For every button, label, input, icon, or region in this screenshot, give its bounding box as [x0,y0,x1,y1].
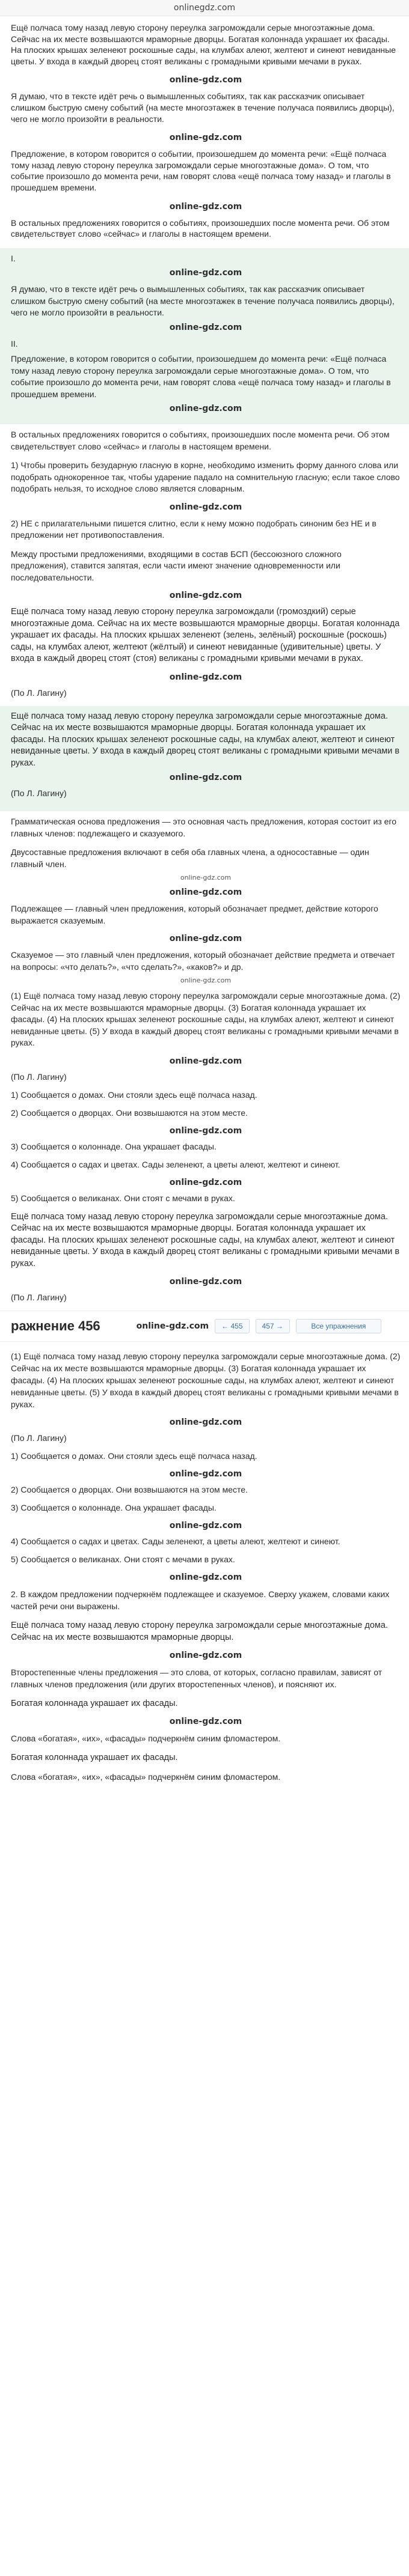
exercise-nav [0,1311,409,1342]
rules-paragraph-1: В остальных предложениях говорится о событиях, произошедших после момента речи. Об этом свидетельствует слово «сейчас» и глаголы в настоящем времени. [11,430,390,451]
answer-paragraph-8: Слова «богатая», «их», «фасады» подчеркнём синим фломастером. [11,1772,281,1782]
watermark: online-gdz.com [136,1321,209,1332]
list-item: 2) Сообщается о дворцах. Они возвышаются на этом месте. [11,1485,248,1495]
list-item: 3) Сообщается о колоннаде. Она украшает фасады. [11,1141,217,1151]
answer-paragraph-4: Второстепенные члены предложения — это слова, от которых, согласно правилам, зависят от главных членов предложения (или других второстепенных членов), и поясняют их. [11,1667,383,1690]
watermark: online-gdz.com [169,133,242,143]
answer-paragraph-6: Слова «богатая», «их», «фасады» подчеркнём синим фломастером. [11,1734,281,1744]
list-item: 1) Сообщается о домах. Они стояли здесь ещё полчаса назад. [11,1451,257,1461]
answer-paragraph-3: Ещё полчаса тому назад левую сторону переулка загромождали серые многоэтажные дома. Сейчас на их месте возвышаются мраморные дворцы. [11,1621,388,1643]
watermark: online-gdz.com [169,201,242,212]
list-item: 4) Сообщается о садах и цветах. Сады зеленеют, а цветы алеют, желтеют и синеют. [11,1536,340,1547]
prev-exercise-button[interactable]: ← 455 [215,1319,249,1333]
watermark: online-gdz.com [169,1417,242,1428]
theory-paragraph-3: Подлежащее — главный член предложения, который обозначает предмет, действие которого выражается сказуемым. [11,904,378,925]
intro-paragraph-3: Предложение, в котором говорится о событии, произошедшем до момента речи: «Ещё полчаса тому назад левую сторону переулка загромождали серые многоэтажные дома». О том, что событие произошло до момента речи, нам говорят слова «ещё полчаса тому назад» и глаголы в прошедшем времени. [11,149,391,192]
rules-section [0,424,409,698]
band-paragraph-2: Предложение, в котором говорится о событии, произошедшем до момента речи: «Ещё полчаса тому назад левую сторону переулка загромождали серые многоэтажные дома». О том, что событие произошло до момента речи, нам говорят слова «ещё полчаса тому назад» и глаголы в прошедшем времени. [11,354,391,399]
rules-paragraph-4: Между простыми предложениями, входящими в состав БСП (бессоюзного сложного предложения), ставится запятая, если части имеют значение одновременности или последовательности. [11,549,342,582]
intro-paragraph-2: Я думаю, что в тексте идёт речь о вымышленных событиях, так как рассказчик описывает слишком быструю смену событий (на месте многоэтажек в течение получаса появились дворцы), чего не могло произойти в реальности. [11,91,395,124]
watermark: online-gdz.com [169,1521,242,1531]
list-item: 5) Сообщается о великанах. Они стоят с мечами в руках. [11,1554,235,1565]
parsed-text: Ещё полчаса тому назад левую сторону переулка загромождали серые многоэтажные дома. Сейчас на их месте возвышаются мраморные дворцы. Богатая колоннада украшает их фасады. На плоских крышах зеленеют роскошные сады, на клумбах алеют, желтеют и синеют невиданные цветы. У входа в каждый дворец стоят великаны с громадными кривыми мечами в руках. [11,1211,400,1268]
numbered-text: (1) Ещё полчаса тому назад левую сторону переулка загромождали серые многоэтажные дома. (2) Сейчас на их месте возвышаются мраморные дворцы. (3) Богатая колоннада украшает их фасады. (4) На плоских крышах зеленеют роскошные сады, на клумбах алеют, желтеют и синеют невиданные цветы. (5) У входа в каждый дворец стоят великаны с громадными кривыми мечами в руках. [11,991,401,1048]
marked-text-1: Ещё полчаса тому назад левую сторону переулка загромождали (громоздкий) серые многоэтажные дома. Сейчас на их месте возвышаются мраморные дворцы. Богатая колоннада украшает их фасады. На плоских крышах зеленеют (зелень, зелёный) роскошные (роскошь) сады, на клумбах алеют, желтеют (жёлтый) и синеют невиданные (удивительные) цветы. У входа в каждый дворец стоят (стоя) великаны с громадными кривыми мечами в руках. [11,607,400,664]
author-credit: (По Л. Лагину) [11,1433,67,1443]
watermark: online-gdz.com [169,1177,242,1187]
exercise-title: ражнение 456 [11,1318,100,1334]
site-header[interactable] [0,0,409,16]
intro-paragraph-4: В остальных предложениях говорится о событиях, произошедших после момента речи. Об этом свидетельствует слово «сейчас» и глаголы в настоящем времени. [11,218,390,239]
list-item: 3) Сообщается о колоннаде. Она украшает фасады. [11,1503,217,1513]
watermark: online-gdz.com [169,672,242,682]
list-item: 4) Сообщается о садах и цветах. Сады зеленеют, а цветы алеют, желтеют и синеют. [11,1159,340,1169]
all-exercises-button[interactable]: Все упражнения [296,1319,381,1333]
watermark: online-gdz.com [169,773,242,783]
list-item: 2) Сообщается о дворцах. Они возвышаются на этом месте. [11,1107,248,1118]
watermark: online-gdz.com [169,1717,242,1727]
marked-band [0,706,409,812]
marked-text-2: Ещё полчаса тому назад левую сторону переулка загромождали серые многоэтажные дома. Сейчас на их месте возвышаются мраморные дворцы. Богатая колоннада украшает их фасады. На плоских крышах зеленеют роскошные сады, на клумбах алеют, желтеют и синеют невиданные цветы. У входа в каждый дворец стоят великаны с громадными кривыми мечами в руках. [11,711,400,768]
footer-space [0,1790,409,1862]
watermark: online-gdz.com [169,1056,242,1066]
rules-paragraph-3: 2) НЕ с прилагательными пишется слитно, если к нему можно подобрать синоним без НЕ и в предложении нет противопоставления. [11,518,377,540]
watermark: online-gdz.com [169,888,242,898]
answer-section [0,1342,409,1783]
author-credit: (По Л. Лагину) [11,687,67,698]
watermark: online-gdz.com [169,1469,242,1479]
author-credit: (По Л. Лагину) [11,788,67,799]
answer-paragraph-2: 2. В каждом предложении подчеркнём подлежащее и сказуемое. Сверху укажем, словами каких частей речи они выражены. [11,1589,390,1612]
author-credit: (По Л. Лагину) [11,1071,67,1082]
answer-text: (1) Ещё полчаса тому назад левую сторону переулка загромождали серые многоэтажные дома. (2) Сейчас на их месте возвышаются мраморные дворцы. (3) Богатая колоннада украшает их фасады. (4) На плоских крышах зеленеют роскошные сады, на клумбах алеют, желтеют и синеют невиданные цветы. (5) У входа в каждый дворец стоят великаны с громадными кривыми мечами в руках. [11,1351,401,1410]
watermark: online-gdz.com [169,934,242,944]
watermark-small: online-gdz.com [180,976,232,985]
roman-two: II. [11,338,18,349]
theory-section [0,811,409,1302]
list-item: 1) Сообщается о домах. Они стояли здесь ещё полчаса назад. [11,1089,257,1100]
watermark: online-gdz.com [169,268,242,278]
watermark: online-gdz.com [169,1125,242,1136]
site-name[interactable]: onlinegdz.com [173,3,236,13]
intro-section [0,16,409,240]
list-item: 5) Сообщается о великанах. Они стоят с мечами в руках. [11,1193,235,1203]
answer-paragraph-5: Богатая колоннада украшает их фасады. [11,1699,178,1709]
next-exercise-button[interactable]: 457 → [256,1319,290,1333]
author-credit: (По Л. Лагину) [11,1293,67,1303]
watermark: online-gdz.com [169,502,242,512]
theory-paragraph-1: Грамматическая основа предложения — это основная часть предложения, которая состоит из его главных членов: подлежащего и сказуемого. [11,817,397,838]
watermark: online-gdz.com [169,75,242,85]
watermark: online-gdz.com [169,404,242,414]
answer-band [0,248,409,425]
theory-paragraph-2: Двусоставные предложения включают в себя оба главных члена, а односоставные — один главный член. [11,847,369,869]
watermark-small: online-gdz.com [180,874,232,882]
watermark: online-gdz.com [169,322,242,332]
watermark: online-gdz.com [169,1277,242,1287]
intro-paragraph-1: Ещё полчаса тому назад левую сторону переулка загромождали серые многоэтажные дома. Сейчас на их месте возвышаются мраморные дворцы. Богатая колоннада украшает их фасады. На плоских крышах зеленеют роскошные сады, на клумбах алеют, желтеют и синеют невиданные цветы. У входа в каждый дворец стоят великаны с громадными кривыми мечами в руках. [11,23,396,66]
roman-one: I. [11,253,16,263]
watermark: online-gdz.com [169,591,242,601]
watermark: online-gdz.com [169,1651,242,1661]
answer-paragraph-7: Богатая колоннада украшает их фасады. [11,1753,178,1763]
band-paragraph-1: Я думаю, что в тексте идёт речь о вымышленных событиях, так как рассказчик описывает слишком быструю смену событий (на месте многоэтажек в течение получаса появились дворцы), чего не могло произойти в реальности. [11,284,395,318]
theory-paragraph-4: Сказуемое — это главный член предложения, который обозначает действие предмета и отвечает на вопросы: «что делать?», «что сделать?», «каков?» и др. [11,950,395,972]
watermark: online-gdz.com [169,1573,242,1583]
rules-paragraph-2: 1) Чтобы проверить безударную гласную в корне, необходимо изменить форму данного слова или подобрать однокоренное так, чтобы ударение падало на сомнительную гласную; если такое слово подобрать нельзя, то исходное слово является словарным. [11,460,400,494]
